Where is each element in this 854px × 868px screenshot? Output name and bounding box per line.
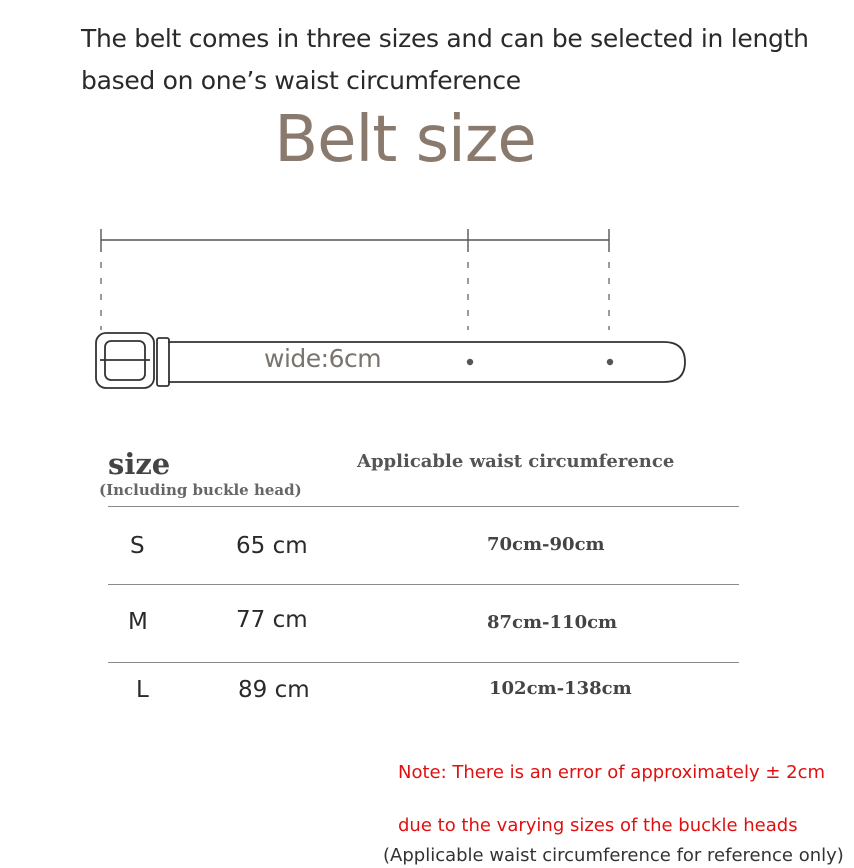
table-divider bbox=[108, 506, 739, 507]
note-line-1: Note: There is an error of approximately ± 2cm bbox=[398, 762, 826, 783]
row-s-size: S bbox=[130, 533, 145, 559]
intro-line-2: based on one’s waist circumference bbox=[81, 66, 521, 95]
belt-diagram bbox=[0, 0, 854, 420]
intro-line-1: The belt comes in three sizes and can be selected in length bbox=[81, 24, 809, 53]
buckle-icon bbox=[96, 333, 154, 388]
row-m-waist: 87cm-110cm bbox=[487, 612, 618, 633]
row-l-length: 89 cm bbox=[238, 677, 310, 703]
size-header: size bbox=[108, 447, 171, 481]
row-m-length: 77 cm bbox=[236, 607, 308, 633]
guide-lines bbox=[101, 262, 609, 330]
table-divider bbox=[108, 662, 739, 663]
page-title: Belt size bbox=[274, 103, 536, 177]
row-s-length: 65 cm bbox=[236, 533, 308, 559]
row-l-size: L bbox=[136, 677, 149, 703]
belt-keeper bbox=[157, 338, 169, 386]
waist-header: Applicable waist circumference bbox=[357, 451, 675, 472]
table-divider bbox=[108, 584, 739, 585]
row-l-waist: 102cm-138cm bbox=[489, 678, 632, 699]
row-m-size: M bbox=[128, 609, 148, 635]
dimension-lines bbox=[101, 229, 609, 252]
note-line-2: due to the varying sizes of the buckle heads bbox=[398, 815, 798, 836]
width-label: wide:6cm bbox=[264, 344, 382, 373]
note-line-3: (Applicable waist circumference for reference only) bbox=[383, 845, 844, 866]
belt-hole bbox=[467, 359, 473, 365]
belt-hole bbox=[607, 359, 613, 365]
row-s-waist: 70cm-90cm bbox=[487, 534, 605, 555]
size-header-sub: (Including buckle head) bbox=[99, 481, 302, 499]
